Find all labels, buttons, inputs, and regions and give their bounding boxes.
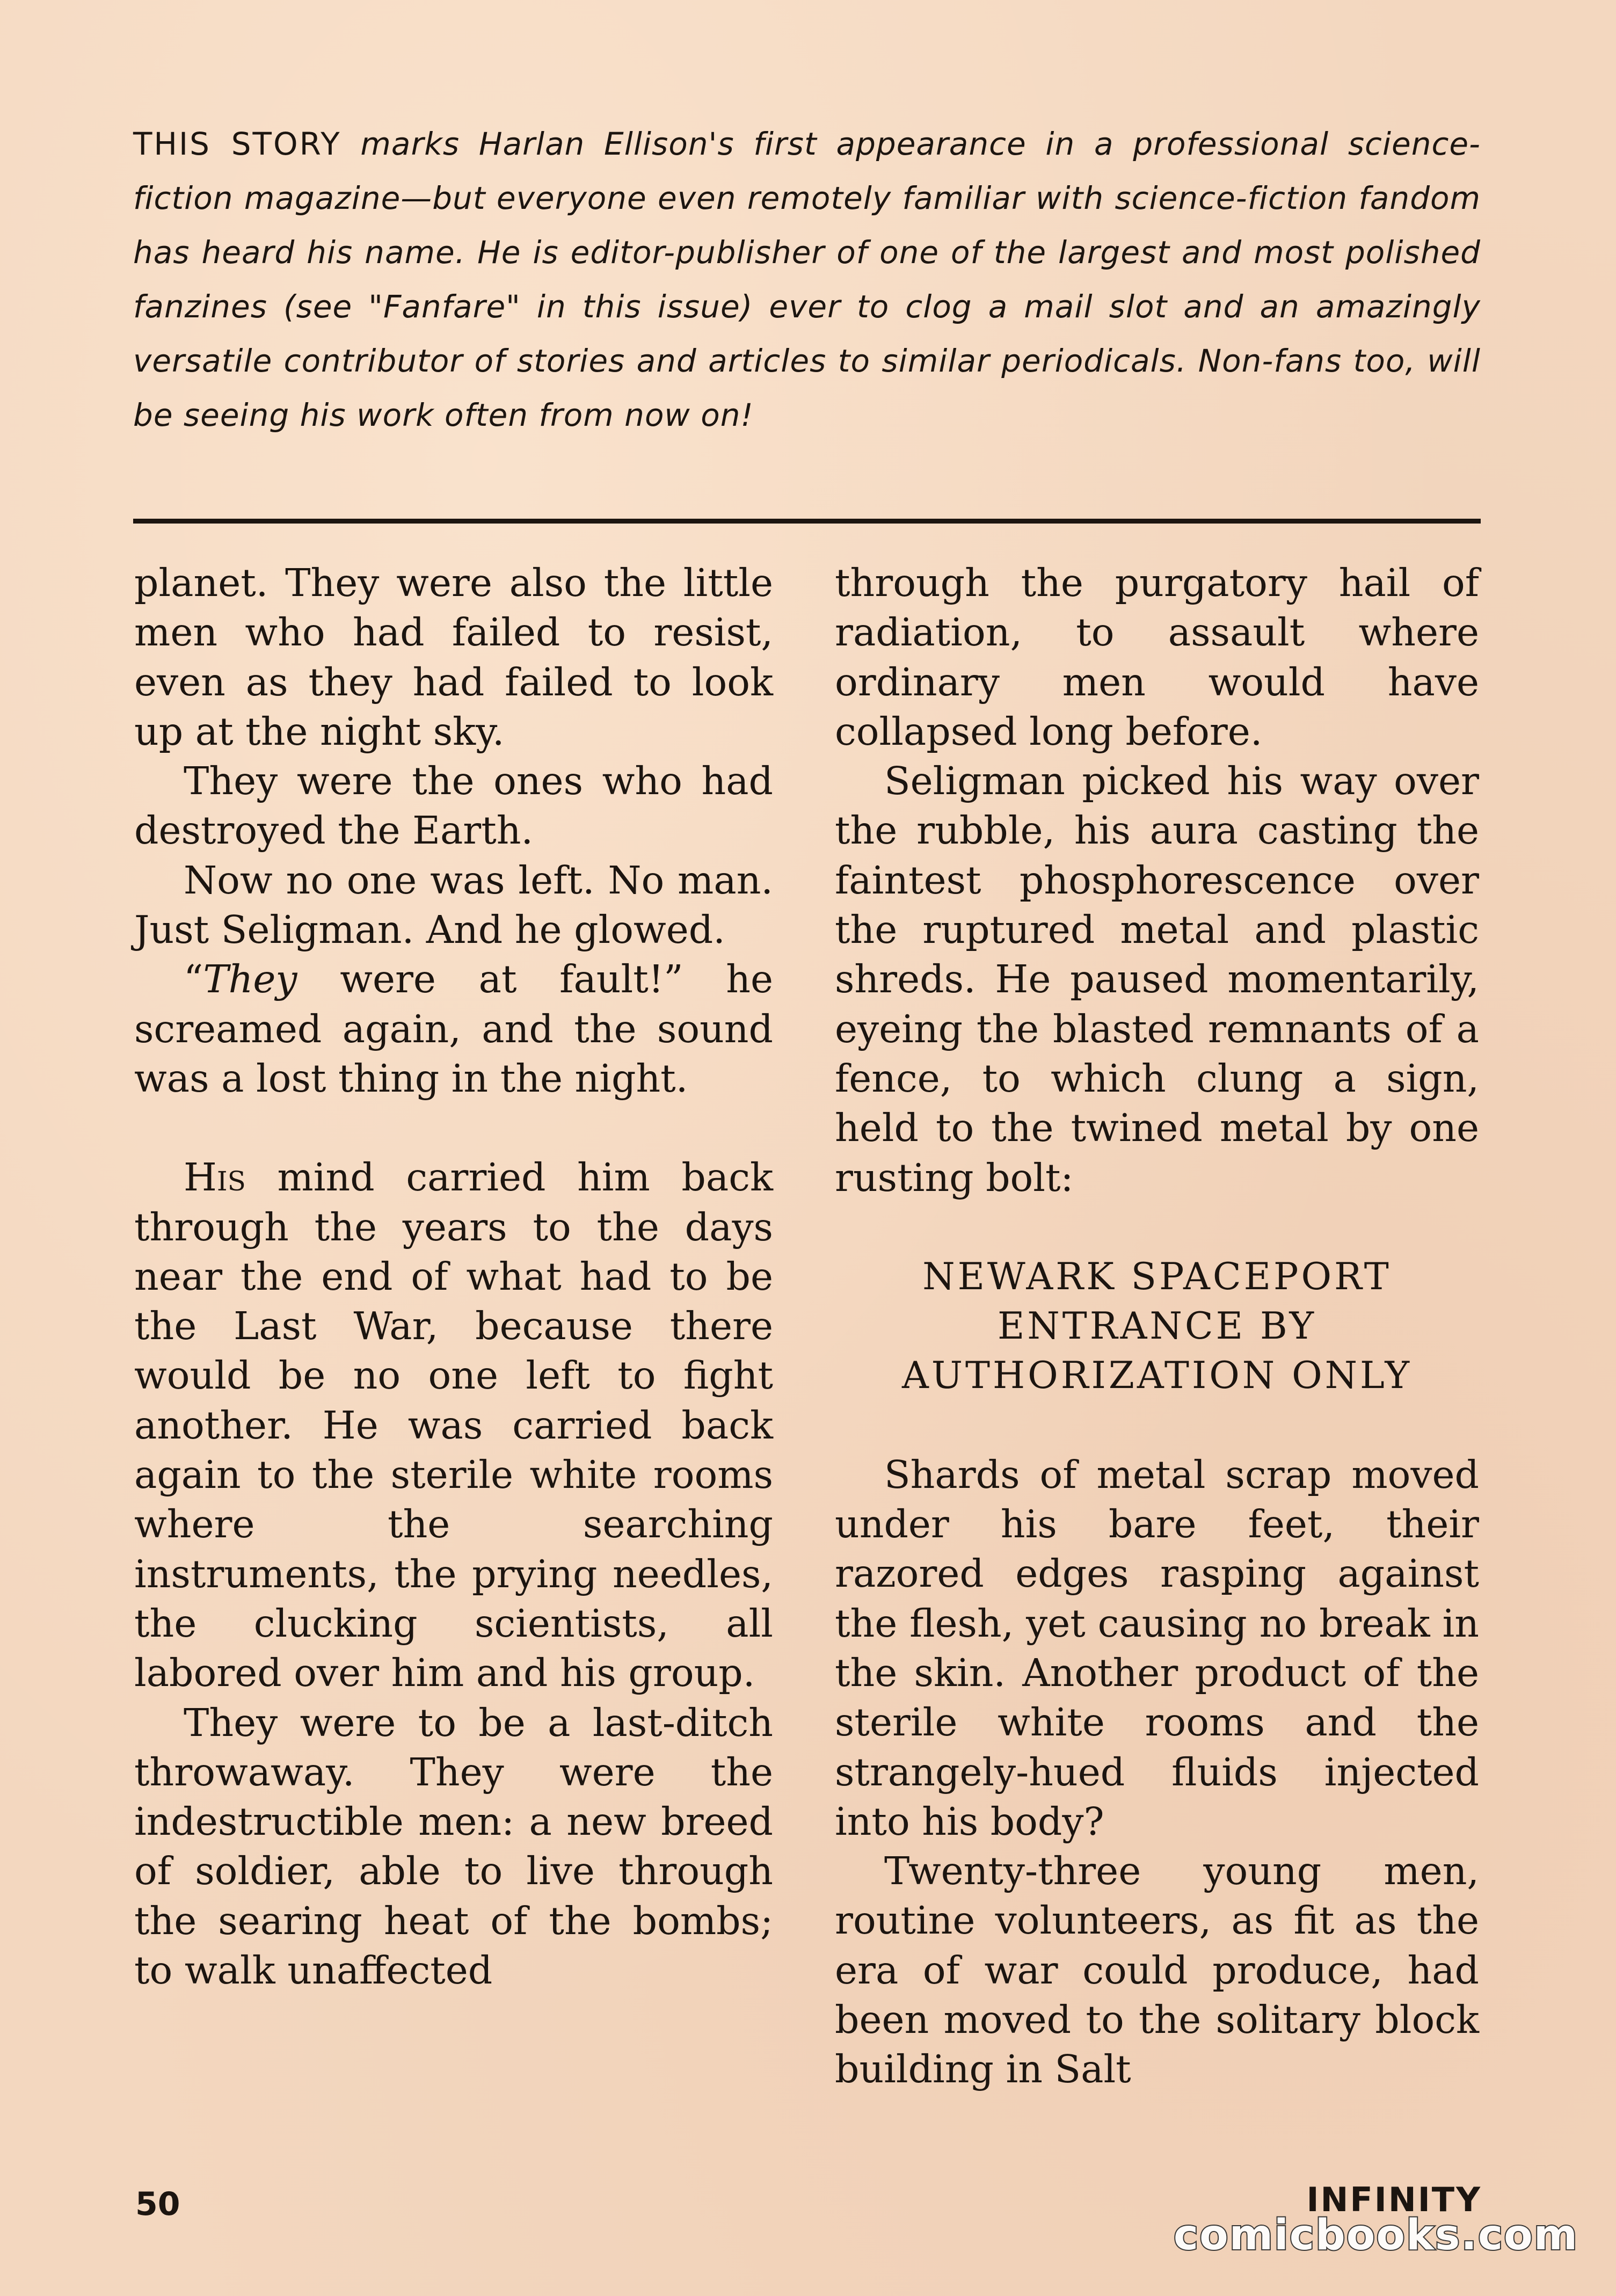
left-paragraph-3: Now no one was left. No man. Just Seligman. And he glowed. [134, 858, 773, 953]
sign-line-1: NEWARK SPACEPORT [922, 1255, 1392, 1298]
left-paragraph-6: They were to be a last-ditch throwaway. They were the indestructible men: a new breed of soldier, able to live through the searing heat of the bombs; to walk unaffected [134, 1700, 773, 1993]
divider-rule [133, 519, 1481, 524]
right-paragraph-4: Twenty-three young men, routine volunteers, as fit as the era of war could produce, had been moved to the solitary block building in Salt [835, 1849, 1479, 2092]
right-paragraph-1: through the purgatory hail of radiation, to assault where ordinary men would have collapsed long before. [835, 561, 1479, 754]
left-paragraph-5 [134, 1153, 773, 1698]
intro-lead: THIS STORY [133, 126, 341, 162]
left-paragraph-1: planet. They were also the little men who had failed to resist, even as they had failed to look up at the night sky. [134, 561, 773, 754]
emphasis-they: They [203, 957, 297, 1002]
right-paragraph-3: Shards of metal scrap moved under his bare feet, their razored edges rasping against the flesh, yet causing no break in the skin. Another product of the sterile white rooms and the strangely-hued fluids injected into his body? [835, 1452, 1479, 1844]
left-paragraph-2: They were the ones who had destroyed the Earth. [134, 759, 773, 853]
left-paragraph-4 [134, 955, 773, 1103]
site-watermark: comicbooks.com [1173, 2211, 1578, 2259]
right-column [835, 558, 1479, 2095]
sign-line-3: AUTHORIZATION ONLY [901, 1354, 1412, 1398]
left-paragraph-4-rest: were at fault!” he screamed again, and the sound was a lost thing in the night. [134, 957, 773, 1101]
story-intro-blurb [133, 117, 1481, 442]
section-opener: His [184, 1155, 246, 1200]
magazine-name: INFINITY [1306, 2180, 1482, 2219]
open-quote: “ [184, 957, 203, 1002]
intro-text: marks Harlan Ellison's first appearance in a professional science-fiction magazine—but everyone even remotely familiar with science-fiction fandom has heard his name. He is editor-publisher of one of the largest and most polished fanzines (see "Fanfare" in this issue) ever to clog a mail slot and an amazingly versatile contributor of stories and articles to similar periodicals. Non-fans too, will be seeing his work often from now on! [133, 126, 1481, 433]
left-paragraph-5-rest: mind carried him back through the years to the days near the end of what had to be the Last War, because there would be no one left to fight another. He was carried back again to the sterile white rooms where the searching instruments, the prying needles, the clucking scientists, all labored over him and his group. [134, 1155, 773, 1696]
spaceport-sign [835, 1252, 1479, 1401]
right-paragraph-2: Seligman picked his way over the rubble, his aura casting the faintest phosphorescence over the ruptured metal and plastic shreds. He paused momentarily, eyeing the blasted remnants of a fence, to which clung a sign, held to the twined metal by one rusting bolt: [835, 759, 1479, 1200]
page-number: 50 [135, 2185, 180, 2223]
sign-line-2: ENTRANCE BY [997, 1305, 1317, 1348]
left-column [134, 558, 773, 1995]
